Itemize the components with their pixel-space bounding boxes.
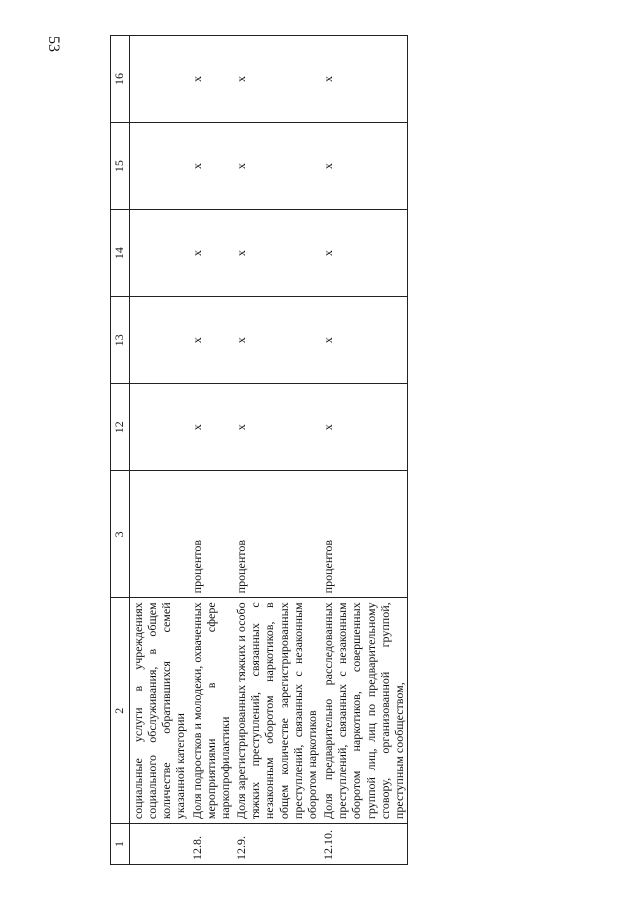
col-header-16: 16 (111, 36, 130, 123)
col-header-2: 2 (111, 598, 130, 824)
unit-cell (130, 471, 189, 598)
cell-13: x (233, 297, 320, 384)
row-number: 12.8. (189, 824, 233, 865)
cell-12 (130, 384, 189, 471)
cell-13: x (320, 297, 407, 384)
row-number (130, 824, 189, 865)
rotated-table-wrapper (110, 35, 520, 865)
table-row (130, 36, 189, 865)
indicator-name: Доля зарегистрированных тяжких и особо тяжких преступлений, связанных с незаконным оборотом наркотиков, в общем количестве зарегистрированных преступлений, связанных с незаконным оборотом наркотиков (233, 598, 320, 824)
cell-14: x (189, 210, 233, 297)
cell-15: x (189, 123, 233, 210)
cell-12: x (189, 384, 233, 471)
table-row (320, 36, 407, 865)
col-header-14: 14 (111, 210, 130, 297)
cell-12: x (320, 384, 407, 471)
page-number: 53 (45, 36, 62, 52)
indicators-table (110, 35, 408, 865)
cell-14: x (233, 210, 320, 297)
row-number: 12.9. (233, 824, 320, 865)
cell-15 (130, 123, 189, 210)
unit-cell: процентов (233, 471, 320, 598)
col-header-3: 3 (111, 471, 130, 598)
cell-13 (130, 297, 189, 384)
unit-cell: процентов (320, 471, 407, 598)
unit-cell: процентов (189, 471, 233, 598)
cell-12: x (233, 384, 320, 471)
col-header-1: 1 (111, 824, 130, 865)
col-header-12: 12 (111, 384, 130, 471)
indicator-name: Доля подростков и молодежи, охваченных мероприятиями в сфере наркопрофилактики (189, 598, 233, 824)
table-row (233, 36, 320, 865)
cell-16: x (320, 36, 407, 123)
cell-15: x (320, 123, 407, 210)
cell-14: x (320, 210, 407, 297)
row-number: 12.10. (320, 824, 407, 865)
indicator-name: социальные услуги в учреждениях социального обслуживания, в общем количестве обратившихся семей указанной категории (130, 598, 189, 824)
cell-13: x (189, 297, 233, 384)
cell-14 (130, 210, 189, 297)
cell-16 (130, 36, 189, 123)
cell-16: x (189, 36, 233, 123)
col-header-13: 13 (111, 297, 130, 384)
column-header-row (111, 36, 130, 865)
table-row (189, 36, 233, 865)
cell-16: x (233, 36, 320, 123)
cell-15: x (233, 123, 320, 210)
col-header-15: 15 (111, 123, 130, 210)
indicator-name: Доля предварительно расследованных преступлений, связанных с незаконным оборотом наркотиков, совершенных группой лиц, лиц по предварительному сговору, организованной группой, преступным сообществом, (320, 598, 407, 824)
